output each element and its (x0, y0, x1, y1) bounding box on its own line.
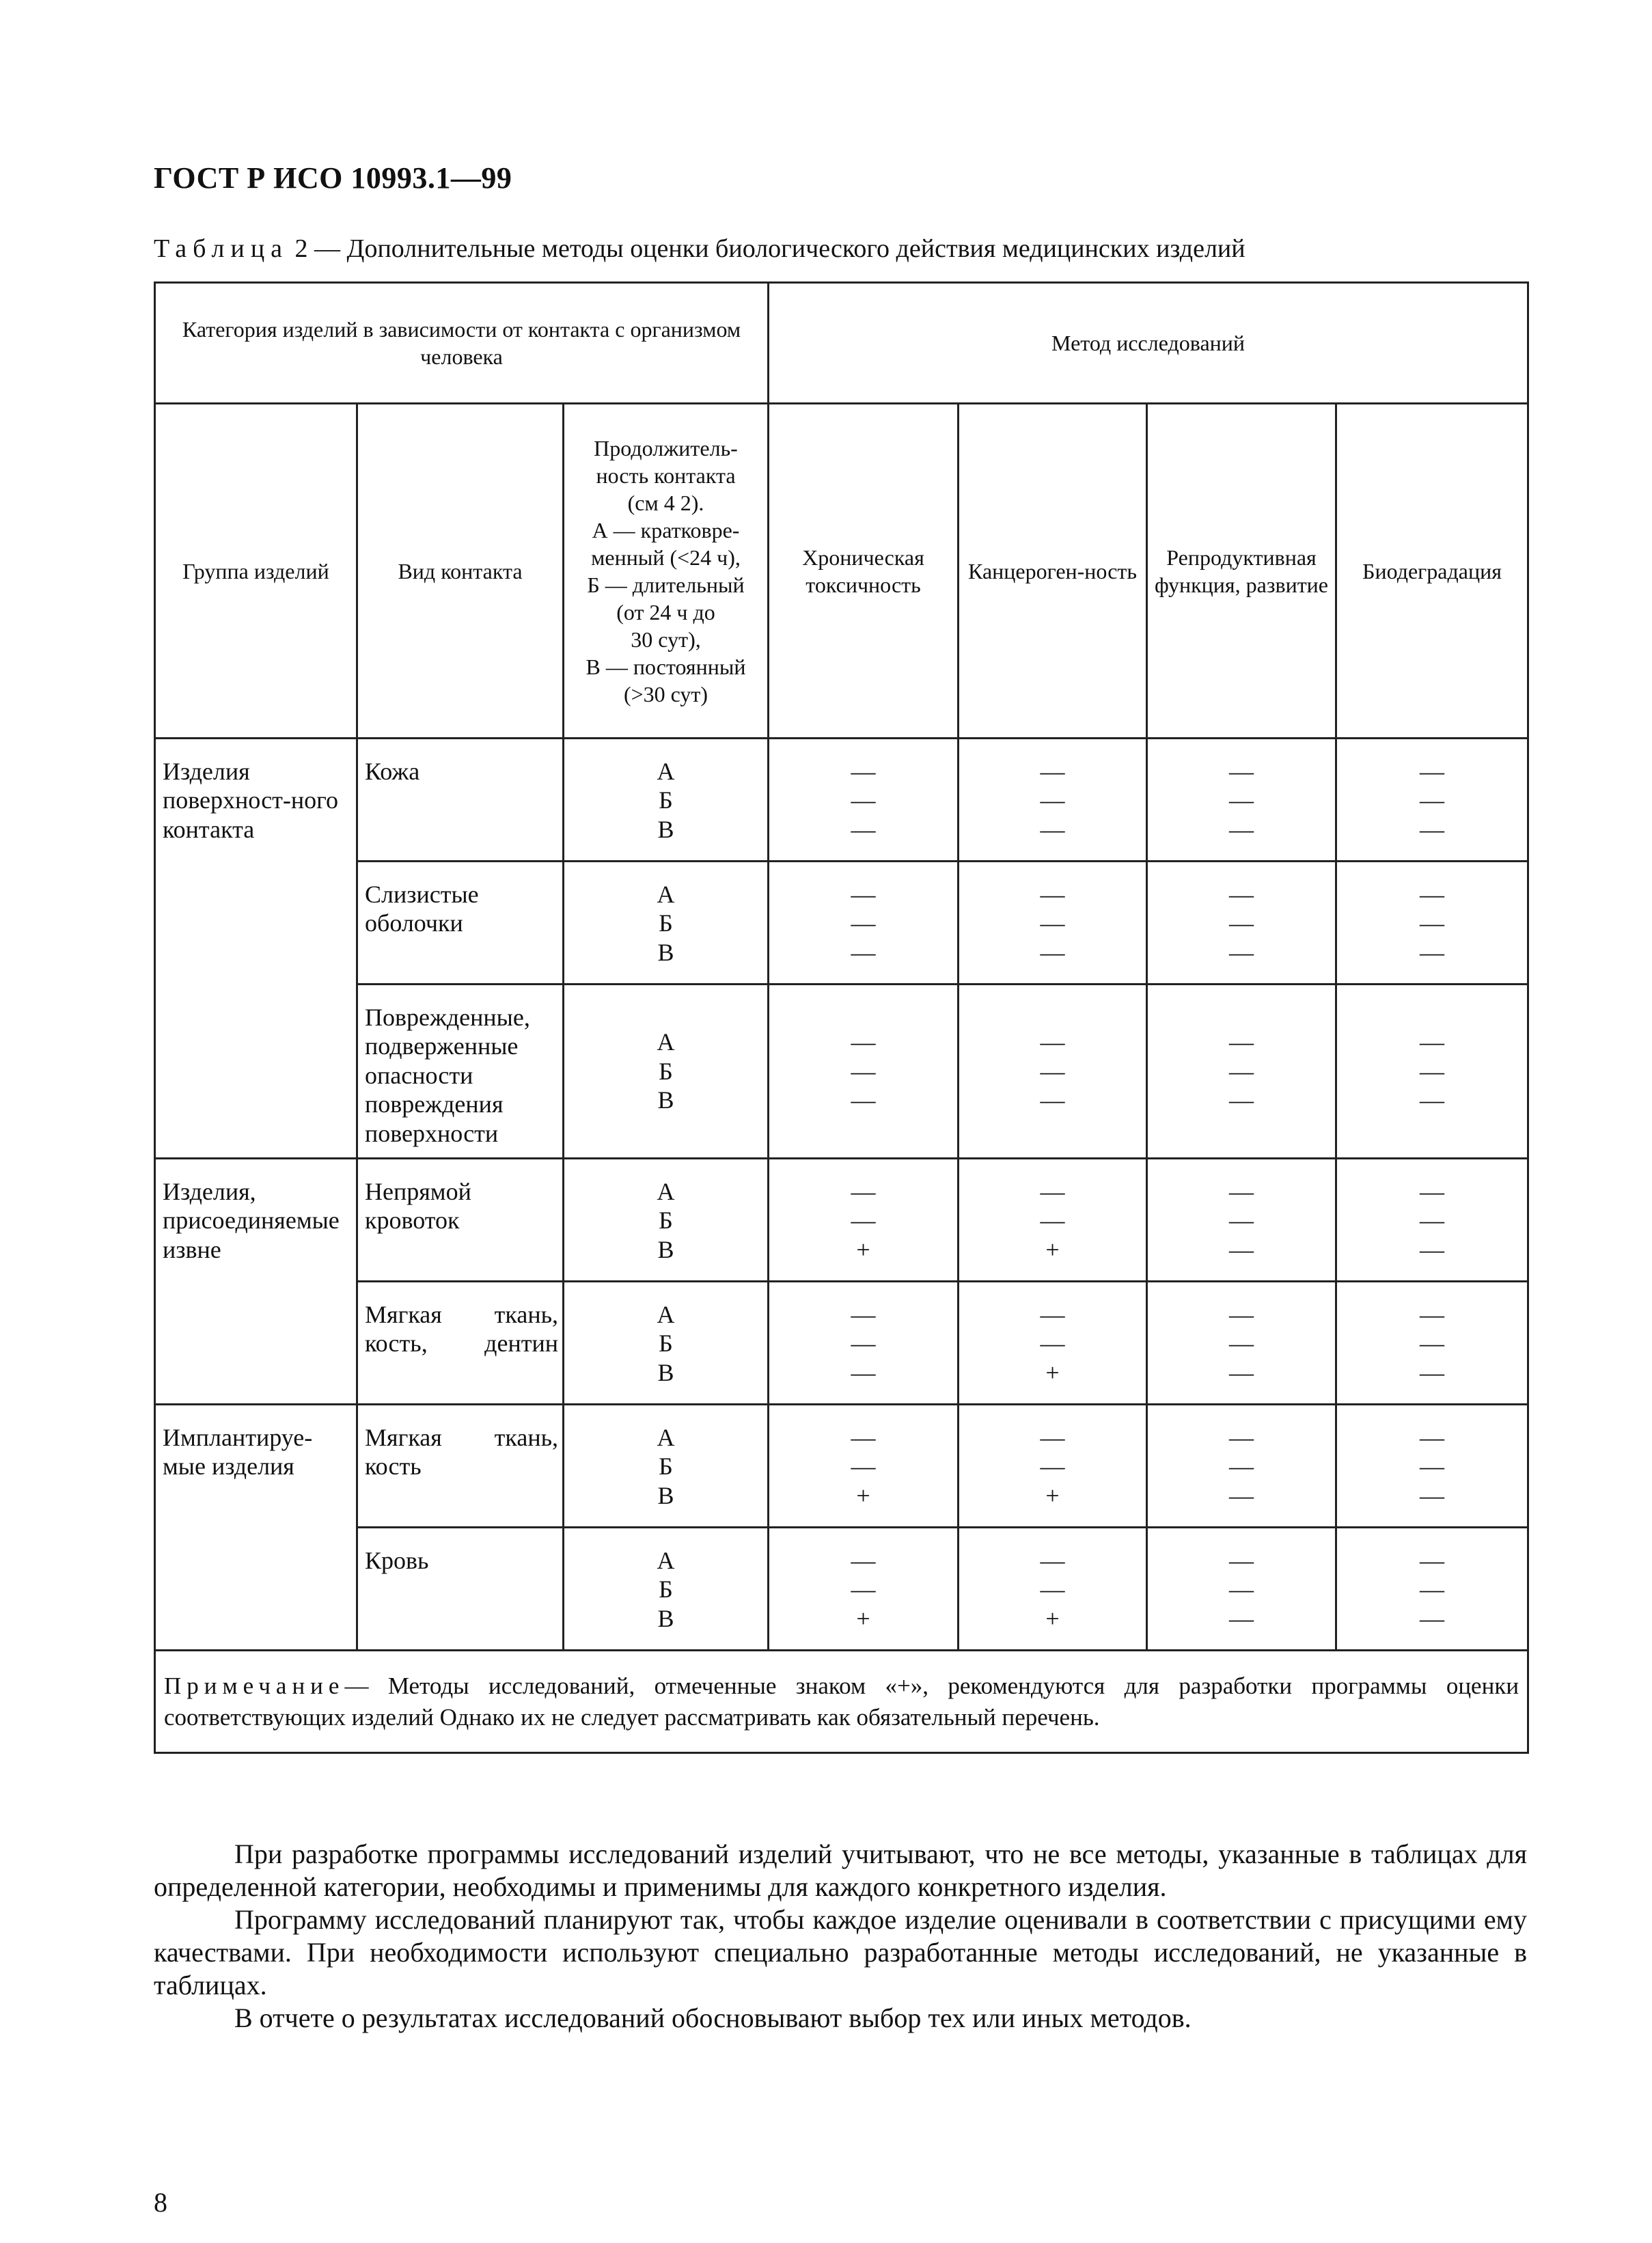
table-caption-number: 2 (294, 234, 308, 263)
carcinogenicity-cell-value: — (1040, 786, 1065, 814)
header-biodegradation: Биодеградация (1336, 404, 1528, 739)
reproductive-cell-value: — (1229, 1424, 1254, 1451)
chronic-toxicity-cell-value: — (851, 1453, 876, 1481)
duration-cell-value: Б (659, 1057, 673, 1085)
duration-cell (564, 1405, 769, 1528)
duration-cell-value: А (657, 1178, 675, 1205)
table-row (155, 985, 1528, 1159)
header-duration-line: ность контакта (596, 463, 736, 488)
contact-type-cell: Кровь (357, 1528, 564, 1651)
duration-cell-value: В (657, 1604, 674, 1632)
chronic-toxicity-cell (769, 739, 959, 862)
reproductive-cell (1147, 1159, 1336, 1282)
duration-cell-value: Б (659, 909, 673, 937)
biodegradation-cell (1336, 1159, 1528, 1282)
reproductive-cell-value: — (1229, 1178, 1254, 1205)
group-cell (155, 862, 357, 985)
carcinogenicity-cell (959, 1282, 1147, 1405)
reproductive-cell-value: — (1229, 909, 1254, 937)
chronic-toxicity-cell-value: — (851, 1028, 876, 1056)
duration-cell-value: Б (659, 1453, 673, 1481)
reproductive-cell-value: — (1229, 938, 1254, 966)
table-body (155, 283, 1528, 1753)
reproductive-cell-value: — (1229, 1358, 1254, 1386)
contact-type-cell: Непрямой кровоток (357, 1159, 564, 1282)
reproductive-cell-value: — (1229, 1547, 1254, 1574)
chronic-toxicity-cell-value: — (851, 815, 876, 843)
header-duration-line: (от 24 ч до (616, 599, 715, 624)
table-row (155, 739, 1528, 862)
chronic-toxicity-cell (769, 985, 959, 1159)
biodegradation-cell (1336, 862, 1528, 985)
chronic-toxicity-cell-value: — (851, 1330, 876, 1358)
carcinogenicity-cell-value: — (1040, 1207, 1065, 1235)
duration-cell (564, 862, 769, 985)
reproductive-cell-value: — (1229, 1330, 1254, 1358)
reproductive-cell-value: — (1229, 1207, 1254, 1235)
chronic-toxicity-cell (769, 1405, 959, 1528)
carcinogenicity-cell-value: — (1040, 1547, 1065, 1574)
contact-type-cell: Мягкая ткань, кость, дентин (357, 1282, 564, 1405)
contact-type-cell: Кожа (357, 739, 564, 862)
chronic-toxicity-cell-value: — (851, 938, 876, 966)
carcinogenicity-cell-value: — (1040, 1453, 1065, 1481)
header-duration (564, 404, 769, 739)
biodegradation-cell-value: — (1420, 1028, 1445, 1056)
carcinogenicity-cell-value: + (1045, 1604, 1060, 1632)
duration-cell-value: А (657, 1547, 675, 1574)
chronic-toxicity-cell-value: + (856, 1481, 870, 1509)
header-chronic-toxicity: Хроническая токсичность (769, 404, 959, 739)
biodegradation-cell-value: — (1420, 1575, 1445, 1604)
biodegradation-cell (1336, 1528, 1528, 1651)
biodegradation-cell-value: — (1420, 1547, 1445, 1574)
carcinogenicity-cell (959, 1159, 1147, 1282)
contact-type-cell: Мягкая ткань, кость (357, 1405, 564, 1528)
biodegradation-cell (1336, 1282, 1528, 1405)
biodegradation-cell-value: — (1420, 1481, 1445, 1509)
biodegradation-cell-value: — (1420, 1330, 1445, 1358)
duration-cell-value: В (657, 1235, 674, 1263)
biodegradation-cell-value: — (1420, 1178, 1445, 1205)
note-text: — Методы исследований, отмеченные знаком «+», рекомендуются для разработки программы оценки соответствующих изделий Однако их не следует рассматривать как обязательный перечень. (164, 1673, 1519, 1731)
duration-cell-value: А (657, 1424, 675, 1451)
duration-cell-value: Б (659, 1575, 673, 1604)
biodegradation-cell-value: — (1420, 909, 1445, 937)
header-category: Категория изделий в зависимости от контакта с организмом человека (155, 283, 769, 404)
reproductive-cell-value: — (1229, 1028, 1254, 1056)
duration-cell-value: А (657, 1301, 675, 1328)
body-paragraph: В отчете о результатах исследований обосновывают выбор тех или иных методов. (234, 2003, 1192, 2033)
duration-cell-value: В (657, 1086, 674, 1114)
header-group: Группа изделий (155, 404, 357, 739)
methods-table (154, 281, 1529, 1754)
header-duration-line: Продолжитель- (594, 435, 738, 460)
chronic-toxicity-cell-value: — (851, 1424, 876, 1451)
duration-cell-value: Б (659, 1207, 673, 1235)
reproductive-cell-value: — (1229, 815, 1254, 843)
biodegradation-cell-value: — (1420, 1235, 1445, 1263)
carcinogenicity-cell-value: — (1040, 758, 1065, 785)
carcinogenicity-cell-value: + (1045, 1358, 1060, 1386)
body-paragraph: Программу исследований планируют так, чтобы каждое изделие оценивали в соответствии с присущими ему качествами. При необходимости используют специально разработанные методы исследований, не указанные в таблицах. (154, 1904, 1527, 2000)
reproductive-cell (1147, 1282, 1336, 1405)
table-note (155, 1651, 1528, 1753)
biodegradation-cell (1336, 739, 1528, 862)
carcinogenicity-cell-value: — (1040, 1424, 1065, 1451)
duration-cell (564, 1159, 769, 1282)
biodegradation-cell (1336, 985, 1528, 1159)
biodegradation-cell-value: — (1420, 881, 1445, 908)
biodegradation-cell-value: — (1420, 1207, 1445, 1235)
table-caption (154, 234, 1245, 264)
carcinogenicity-cell-value: — (1040, 1057, 1065, 1085)
contact-type-cell: Поврежденные, подверженные опасности повреждения поверхности (357, 985, 564, 1159)
reproductive-cell-value: — (1229, 1453, 1254, 1481)
carcinogenicity-cell-value: — (1040, 1028, 1065, 1056)
biodegradation-cell-value: — (1420, 1424, 1445, 1451)
table-row (155, 1159, 1528, 1282)
duration-cell-value: В (657, 1358, 674, 1386)
carcinogenicity-cell-value: — (1040, 815, 1065, 843)
reproductive-cell (1147, 862, 1336, 985)
duration-cell (564, 985, 769, 1159)
duration-cell-value: А (657, 758, 675, 785)
biodegradation-cell-value: — (1420, 1057, 1445, 1085)
header-contact: Вид контакта (357, 404, 564, 739)
duration-cell (564, 1528, 769, 1651)
reproductive-cell-value: — (1229, 1086, 1254, 1114)
note-row (155, 1651, 1528, 1753)
reproductive-cell-value: — (1229, 1575, 1254, 1604)
reproductive-cell-value: — (1229, 758, 1254, 785)
biodegradation-cell (1336, 1405, 1528, 1528)
chronic-toxicity-cell (769, 1159, 959, 1282)
chronic-toxicity-cell-value: — (851, 1358, 876, 1386)
carcinogenicity-cell (959, 862, 1147, 985)
reproductive-cell (1147, 1528, 1336, 1651)
reproductive-cell (1147, 1405, 1336, 1528)
header-carcinogenicity: Канцероген-ность (959, 404, 1147, 739)
chronic-toxicity-cell-value: — (851, 881, 876, 908)
chronic-toxicity-cell-value: — (851, 1547, 876, 1574)
chronic-toxicity-cell-value: — (851, 786, 876, 814)
carcinogenicity-cell (959, 739, 1147, 862)
chronic-toxicity-cell-value: — (851, 1057, 876, 1085)
duration-cell-value: А (657, 881, 675, 908)
duration-cell-value: В (657, 938, 674, 966)
duration-cell-value: Б (659, 1330, 673, 1358)
chronic-toxicity-cell-value: — (851, 909, 876, 937)
note-label: Примечание (164, 1673, 345, 1699)
reproductive-cell-value: — (1229, 1301, 1254, 1328)
carcinogenicity-cell-value: + (1045, 1235, 1060, 1263)
chronic-toxicity-cell-value: + (856, 1235, 870, 1263)
chronic-toxicity-cell-value: — (851, 1178, 876, 1205)
carcinogenicity-cell-value: — (1040, 909, 1065, 937)
biodegradation-cell-value: — (1420, 786, 1445, 814)
reproductive-cell-value: — (1229, 786, 1254, 814)
biodegradation-cell-value: — (1420, 938, 1445, 966)
chronic-toxicity-cell-value: — (851, 1575, 876, 1604)
group-cell: Имплантируе-мые изделия (155, 1405, 357, 1528)
header-duration-line: В — постоянный (586, 654, 746, 679)
carcinogenicity-cell-value: — (1040, 1086, 1065, 1114)
duration-cell-value: В (657, 1481, 674, 1509)
reproductive-cell-value: — (1229, 1235, 1254, 1263)
carcinogenicity-cell-value: — (1040, 1301, 1065, 1328)
chronic-toxicity-cell-value: — (851, 1086, 876, 1114)
carcinogenicity-cell-value: + (1045, 1481, 1060, 1509)
biodegradation-cell-value: — (1420, 1086, 1445, 1114)
reproductive-cell (1147, 985, 1336, 1159)
group-cell (155, 1528, 357, 1651)
biodegradation-cell-value: — (1420, 758, 1445, 785)
duration-cell-value: Б (659, 786, 673, 814)
duration-cell (564, 1282, 769, 1405)
table-row (155, 1528, 1528, 1651)
biodegradation-cell-value: — (1420, 1604, 1445, 1632)
header-method: Метод исследований (769, 283, 1528, 404)
document-header: ГОСТ Р ИСО 10993.1—99 (154, 161, 512, 195)
biodegradation-cell-value: — (1420, 1453, 1445, 1481)
chronic-toxicity-cell (769, 1282, 959, 1405)
carcinogenicity-cell-value: — (1040, 881, 1065, 908)
header-row-top (155, 283, 1528, 404)
carcinogenicity-cell-value: — (1040, 1178, 1065, 1205)
chronic-toxicity-cell (769, 862, 959, 985)
chronic-toxicity-cell-value: + (856, 1604, 870, 1632)
header-duration-line: 30 сут), (631, 627, 701, 652)
reproductive-cell-value: — (1229, 1604, 1254, 1632)
header-duration-line: Б — длительный (587, 572, 745, 597)
group-cell (155, 985, 357, 1159)
chronic-toxicity-cell-value: — (851, 1207, 876, 1235)
header-row-columns (155, 404, 1528, 739)
table-caption-label: Таблица (154, 234, 289, 263)
header-duration-line: (см 4 2). (627, 490, 704, 515)
chronic-toxicity-cell-value: — (851, 1301, 876, 1328)
duration-cell-value: В (657, 815, 674, 843)
table-caption-title: — Дополнительные методы оценки биологического действия медицинских изделий (314, 234, 1245, 263)
biodegradation-cell-value: — (1420, 815, 1445, 843)
biodegradation-cell-value: — (1420, 1301, 1445, 1328)
header-duration-line: (>30 сут) (623, 681, 708, 706)
duration-cell (564, 739, 769, 862)
biodegradation-cell-value: — (1420, 1358, 1445, 1386)
carcinogenicity-cell (959, 1405, 1147, 1528)
duration-cell-value: А (657, 1028, 675, 1056)
chronic-toxicity-cell (769, 1528, 959, 1651)
page-number: 8 (154, 2187, 167, 2218)
carcinogenicity-cell (959, 1528, 1147, 1651)
reproductive-cell-value: — (1229, 881, 1254, 908)
reproductive-cell-value: — (1229, 1057, 1254, 1085)
carcinogenicity-cell (959, 985, 1147, 1159)
header-duration-line: А — кратковре- (592, 517, 740, 542)
carcinogenicity-cell-value: — (1040, 1330, 1065, 1358)
header-duration-line: менный (<24 ч), (591, 545, 741, 570)
chronic-toxicity-cell-value: — (851, 758, 876, 785)
carcinogenicity-cell-value: — (1040, 1575, 1065, 1604)
body-paragraph: При разработке программы исследований изделий учитывают, что не все методы, указанные в таблицах для определенной категории, необходимы и применимы для каждого конкретного изделия. (154, 1839, 1527, 1902)
header-reproductive: Репродуктивная функция, развитие (1147, 404, 1336, 739)
table-row (155, 1282, 1528, 1405)
reproductive-cell (1147, 739, 1336, 862)
body-text (154, 1838, 1527, 2035)
group-cell: Изделия поверхност-ного контакта (155, 739, 357, 862)
carcinogenicity-cell-value: — (1040, 938, 1065, 966)
contact-type-cell: Слизистые оболочки (357, 862, 564, 985)
group-cell: Изделия, присоединяемые извне (155, 1159, 357, 1282)
group-cell (155, 1282, 357, 1405)
table-row (155, 1405, 1528, 1528)
table-row (155, 862, 1528, 985)
reproductive-cell-value: — (1229, 1481, 1254, 1509)
